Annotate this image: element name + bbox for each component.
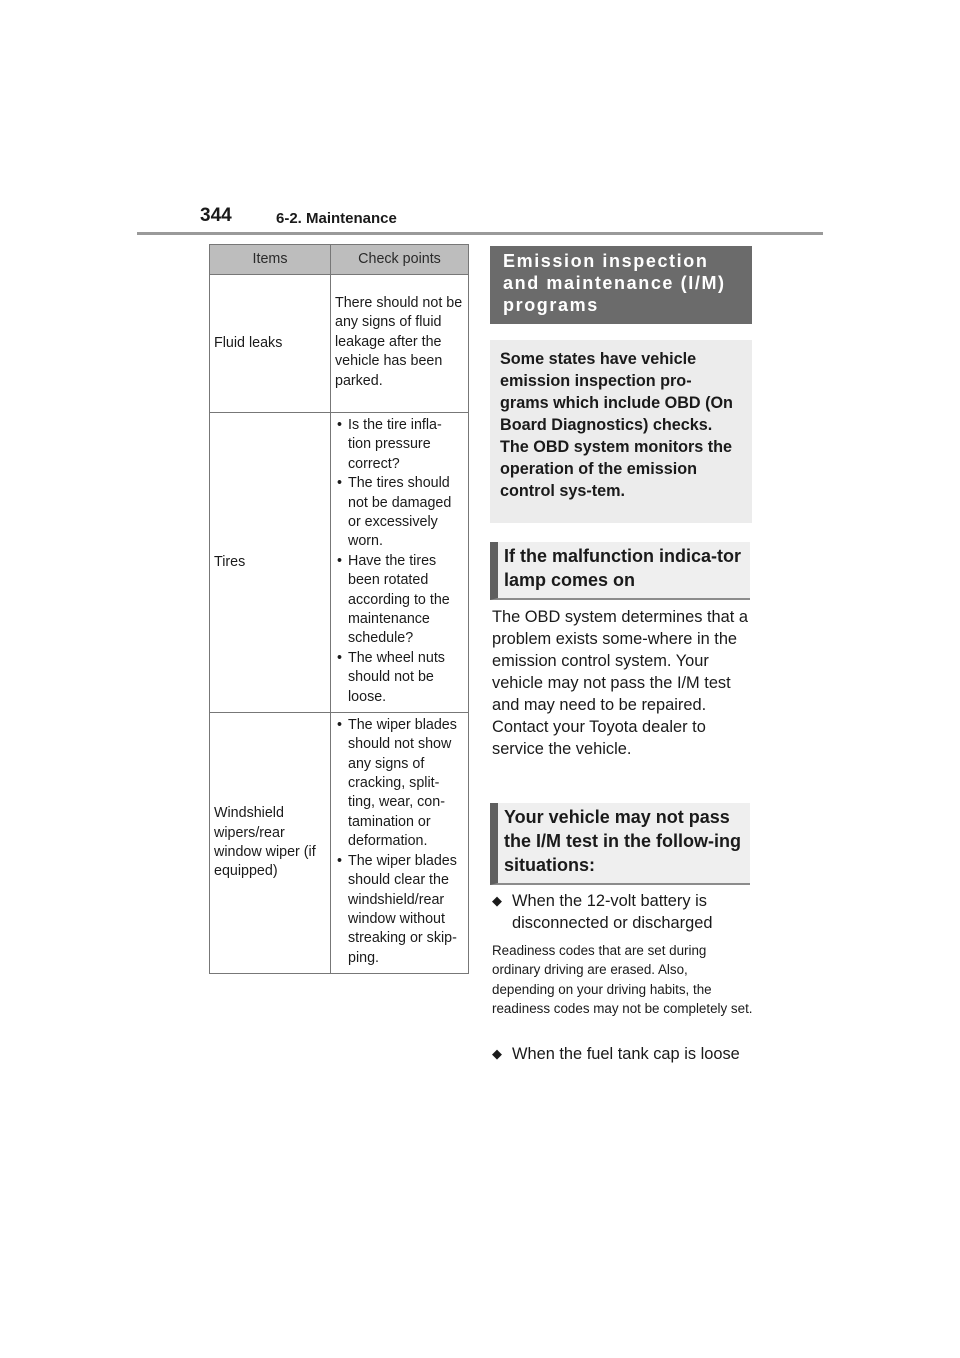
table-row [210, 275, 469, 413]
list-item: • The wheel nuts should not be loose. [335, 649, 464, 707]
item-cell: Tires [210, 413, 331, 713]
right-column [490, 246, 752, 324]
bullet-fuel-cap [490, 1043, 752, 1065]
table-header-row [210, 245, 469, 275]
header-rule [137, 232, 823, 235]
check-cell [331, 413, 469, 713]
bullet-text: When the fuel tank cap is loose [512, 1045, 740, 1063]
list-item: • The wiper blades should clear the windshield/rear window without streaking or skip-ping. [335, 852, 464, 968]
bullet-battery [490, 890, 752, 934]
page-number: 344 [200, 205, 232, 226]
intro-box: Some states have vehicle emission inspection pro-grams which include OBD (On Board Diagnostics) checks. The OBD system monitors the operation of the emission control sys-tem. [490, 340, 752, 523]
bullet-text: When the 12-volt battery is disconnected or discharged [512, 892, 713, 932]
list-item: • The wiper blades should not show any signs of cracking, split-ting, wear, con-tamination or deformation. [335, 716, 464, 852]
item-cell: Windshield wipers/rear window wiper (if equipped) [210, 713, 331, 974]
intro-box-wrapper [490, 340, 752, 523]
list-item: • Have the tires been rotated according to the maintenance schedule? [335, 552, 464, 649]
list-item: • Is the tire infla-tion pressure correct? [335, 416, 464, 474]
heading-malfunction-lamp: If the malfunction indica-tor lamp comes on [490, 542, 750, 600]
list-item: • The tires should not be damaged or excessively worn. [335, 474, 464, 552]
check-list [335, 416, 464, 707]
note-readiness-codes: Readiness codes that are set during ordinary driving are erased. Also, depending on your driving habits, the readiness codes may not be completely set. [492, 943, 753, 1017]
check-points-table [209, 244, 469, 974]
column-header-items: Items [210, 245, 331, 275]
column-header-check-points: Check points [331, 245, 469, 275]
heading2-wrapper [490, 542, 750, 600]
heading3-wrapper [490, 803, 750, 885]
diamond-bullet-icon: ◆ [492, 1046, 502, 1061]
check-cell [331, 713, 469, 974]
check-list [335, 716, 464, 968]
heading-im-test-situations: Your vehicle may not pass the I/M test in the follow-ing situations: [490, 803, 750, 885]
table-row [210, 413, 469, 713]
diamond-bullet-icon: ◆ [492, 893, 502, 908]
paragraph-obd: The OBD system determines that a problem exists some-where in the emission control system. Your vehicle may not pass the I/M test and may need to be repaired. Contact your Toyota dealer to service the vehicle. [492, 608, 748, 758]
heading-emission-inspection: Emission inspection and maintenance (I/M) programs [490, 246, 752, 324]
table-row [210, 713, 469, 974]
check-cell: There should not be any signs of fluid leakage after the vehicle has been parked. [331, 275, 469, 413]
item-cell: Fluid leaks [210, 275, 331, 413]
section-title: 6-2. Maintenance [276, 210, 397, 227]
